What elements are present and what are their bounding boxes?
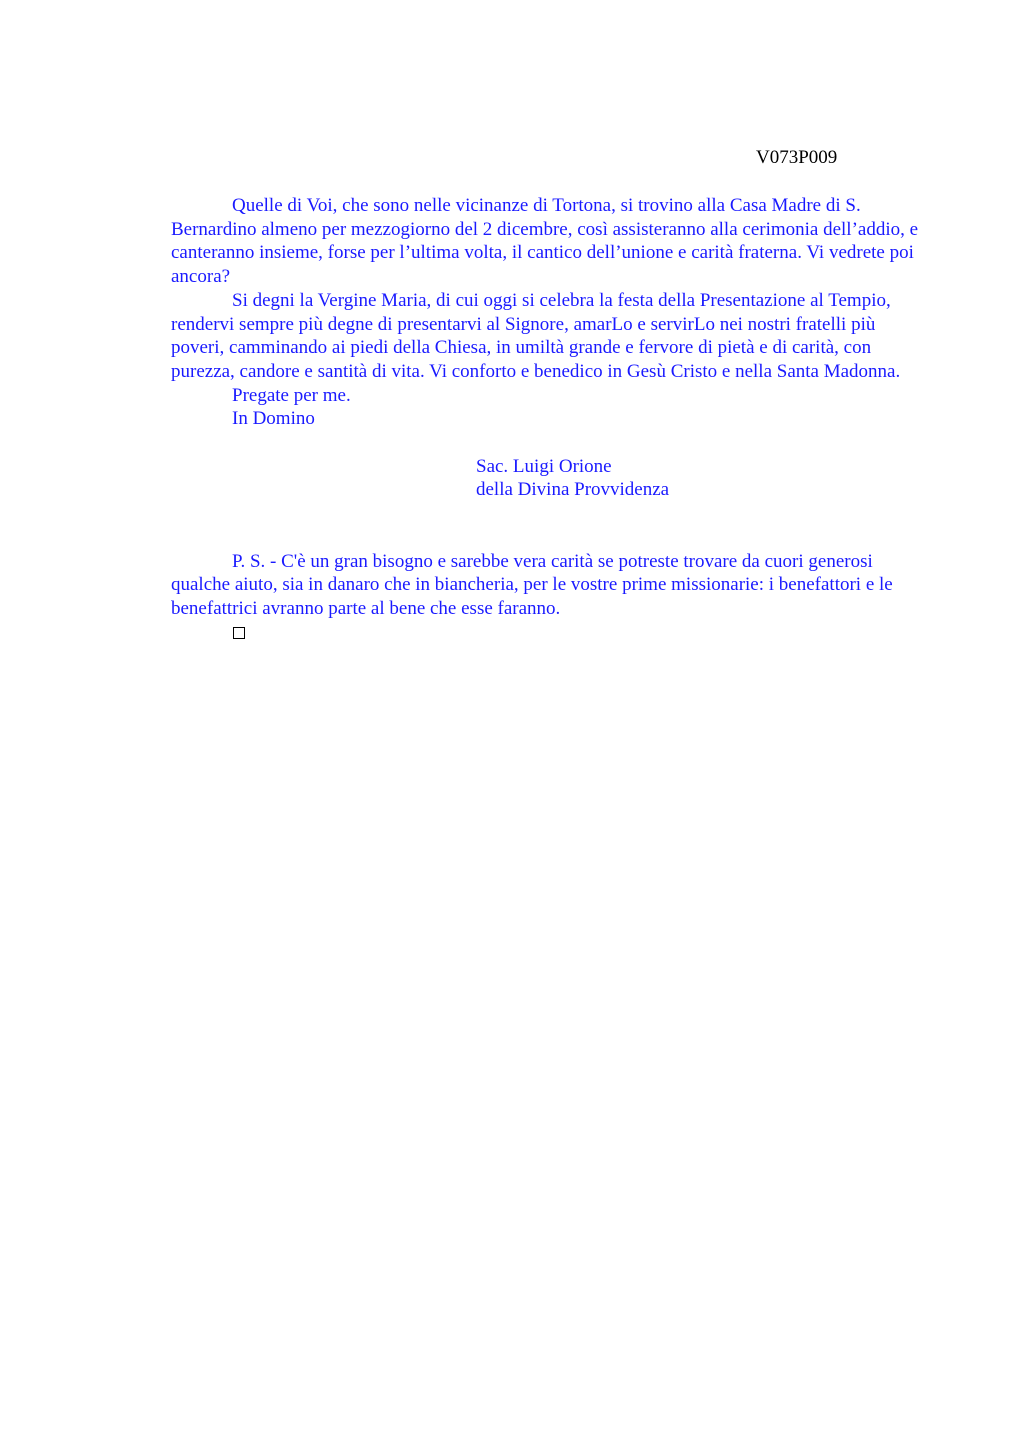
paragraph: Si degni la Vergine Maria, di cui oggi si celebra la festa della Presentazione al Tempio, rendervi sempre più degne di presentarvi al Signore, amarLo e servirLo nei nostri fratelli più poveri, camminando ai piedi della Chiesa, in umiltà grande e fervore di pietà e di carità, con purezza, candore e santità di vita. Vi conforto e benedico in Gesù Cristo e nella Santa Madonna. [171,289,901,382]
square-glyph-icon [233,627,245,639]
closing-line: In Domino [232,408,315,430]
signature-block [476,455,925,502]
signature-name: Sac. Luigi Orione [476,455,612,477]
closing-line: Pregate per me. [232,384,351,406]
letter-body [171,194,925,639]
paragraph: Quelle di Voi, che sono nelle vicinanze di Tortona, si trovino alla Casa Madre di S. Bernardino almeno per mezzogiorno del 2 dicembre, così assisteranno alla cerimonia dell’addio, e canteranno insieme, forse per l’ultima volta, il cantico dell’unione e carità fraterna. Vi vedrete poi ancora? [171,195,919,288]
postscript: P. S. - C'è un gran bisogno e sarebbe vera carità se potreste trovare da cuori generosi qualche aiuto, sia in danaro che in biancheria, per le vostre prime missionarie: i benefattori e le benefattrici avranno parte al bene che esse faranno. [171,550,893,619]
signature-title: della Divina Provvidenza [476,479,670,501]
page-identifier: V073P009 [756,147,838,168]
